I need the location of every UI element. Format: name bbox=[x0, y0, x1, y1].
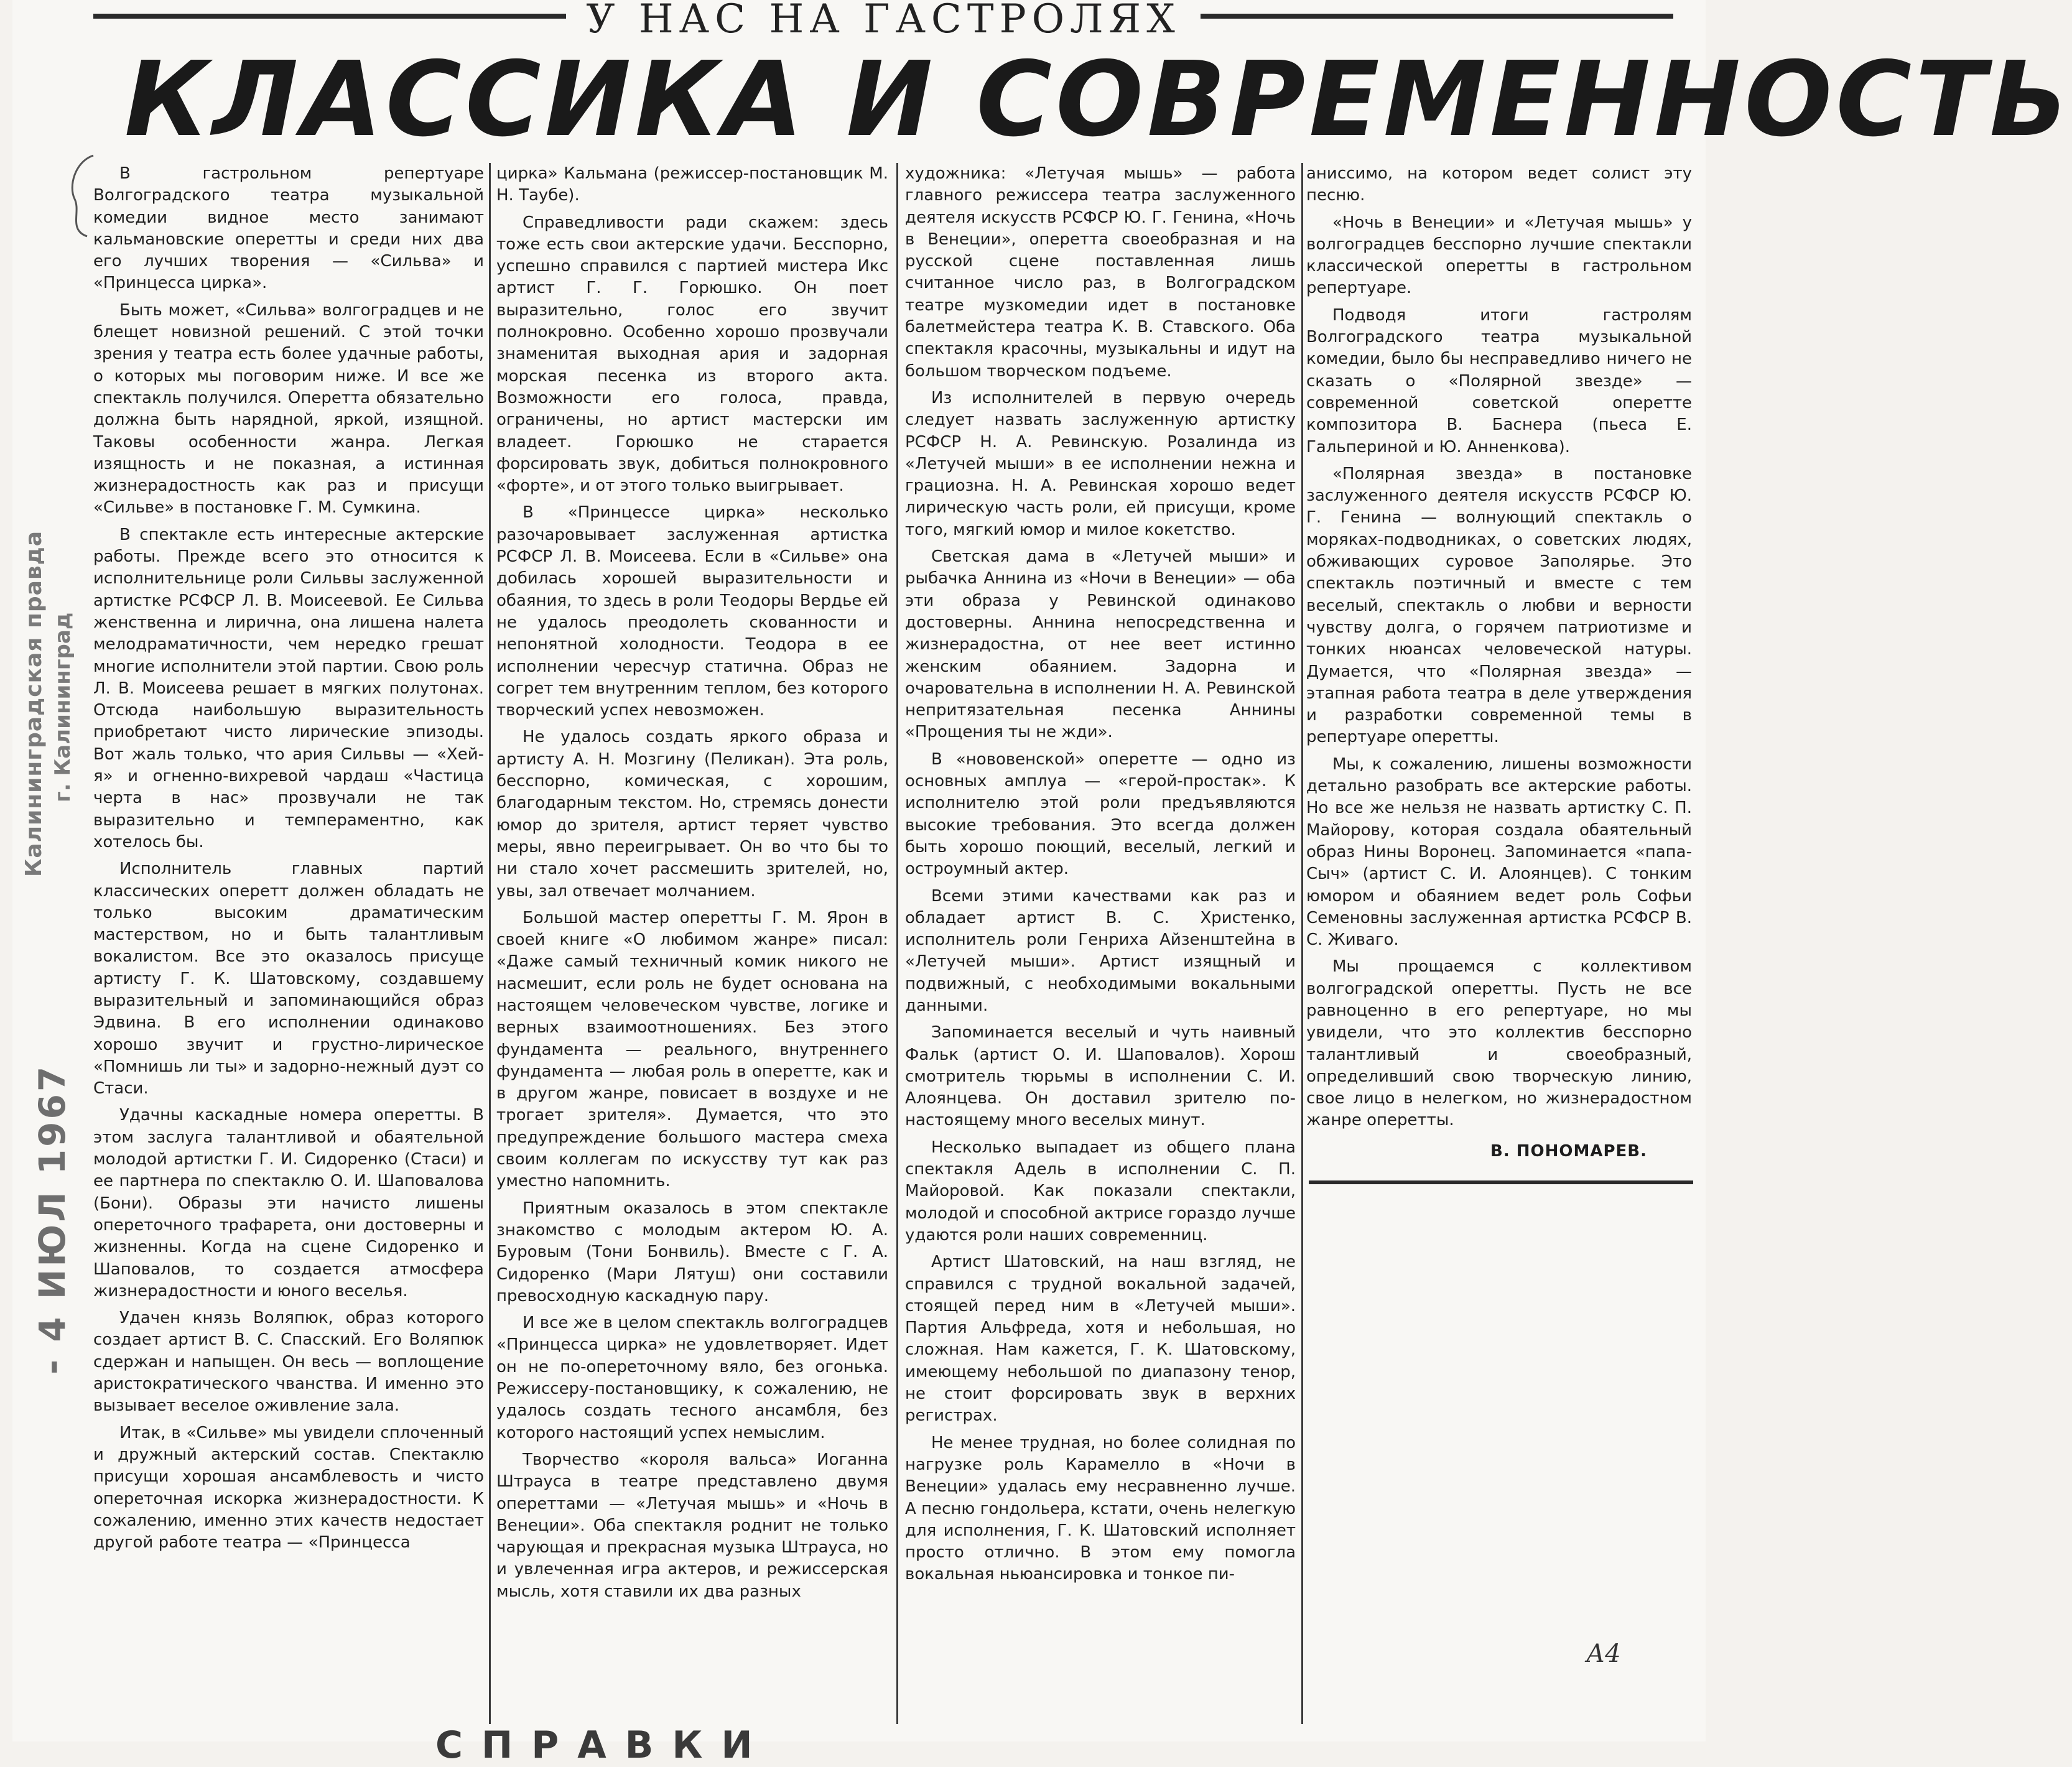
column-1-paragraph: Удачен князь Воляпюк, образ которого создает артист В. С. Спасский. Его Воляпюк сдержан и напыщен. Он весь — воплощение аристократического чванства. И именно это вызывает веселое оживление зала. bbox=[93, 1309, 484, 1416]
column-3-paragraph: художника: «Летучая мышь» — работа главного режиссера театра заслуженного деятеля искусств РСФСР Ю. Г. Генина, «Ночь в Венеции», оперетта своеобразная и на русской сцене поставленная лишь считанное число раз, в Волгоградском театре музкомедии идет в постановке балетмейстера театра К. В. Ставского. Оба спектакля красочны, музыкальны и идут на большом творческом подъеме. bbox=[905, 164, 1296, 381]
column-2-paragraph: В «Принцессе цирка» несколько разочаровывает заслуженная артистка РСФСР Л. В. Моисеева. Если в «Сильве» она добилась хорошей выразительности и обаяния, то здесь в роли Теодоры Вердье ей не удалось преодолеть скованности и непонятной холодности. Теодора в ее исполнении чересчур статична. Образ не согрет тем внутренним теплом, без которого творческий успех невозможен. bbox=[496, 503, 888, 720]
column-1-paragraph: Итак, в «Сильве» мы увидели сплоченный и дружный актерский состав. Спектаклю присущи хорошая ансамблевость и чисто опереточная искорка жизнерадостности. К сожалению, именно этих качеств недостает другой работе театра — «Принцесса bbox=[93, 1423, 484, 1552]
article-column-2 bbox=[496, 163, 888, 1608]
article-column-3 bbox=[905, 163, 1296, 1591]
column-4-paragraph: Мы, к сожалению, лишены возможности детально разобрать все актерские работы. Но все же нельзя не назвать артистку С. П. Майорову, которая создала обаятельный образ Нины Воронец. Запоминается «папа-Сыч» (артист С. И. Алоянцев). С тонким юмором и обаянием ведет роль Софьи Семеновны заслуженная артистка РСФСР В. С. Живаго. bbox=[1306, 754, 1692, 950]
article-column-1 bbox=[93, 163, 484, 1559]
column-3-paragraph: Светская дама в «Летучей мыши» и рыбачка Аннина из «Ночи в Венеции» — оба эти образа у Ревинской одинаково достоверны. Аннина непосредственна и жизнерадостна, от нее веет истинно женским обаянием. Задорна и очаровательна в исполнении Н. А. Ревинской непритязательная песенка Аннины «Прощения ты не жди». bbox=[905, 547, 1296, 742]
rubric-title: У НАС НА ГАСТРОЛЯХ bbox=[586, 0, 1181, 42]
article-column-4 bbox=[1306, 163, 1692, 1137]
column-4-paragraph: Подводя итоги гастролям Волгоградского театра музыкальной комедии, было бы несправедливо ничего не сказать о «Полярной звезде» — современной советской оперетте композитора В. Баснера (пьеса Е. Гальпериной и Ю. Анненкова). bbox=[1306, 305, 1692, 457]
column-1-paragraph: В спектакле есть интересные актерские работы. Прежде всего это относится к исполнительнице роли Сильвы заслуженной артистке РСФСР Л. В. Моисеевой. Ее Сильва женственна и лирична, она лишена налета мелодраматичности, чем нередко грешат многие исполнители этой партии. Свою роль Л. В. Моисеева решает в мягких полутонах. Отсюда наибольшую выразительность приобретают чисто лирические эпизоды. Вот жаль только, что ария Сильвы — «Хей-я» и огненно-вихревой чардаш «Частица черта в нас» прозвучали не так выразительно и темпераментно, как хотелось бы. bbox=[93, 525, 484, 851]
column-1-paragraph: Быть может, «Сильва» волгоградцев и не блещет новизной решений. С этой точки зрения у театра есть более удачные работы, о которых мы поговорим ниже. И все же спектакль получился. Оперетта обязательно должна быть нарядной, яркой, изящной. Таковы особенности жанра. Легкая изящность и не показная, а истинная жизнерадостность как раз и присущи «Сильве» в постановке Г. М. Сумкина. bbox=[93, 300, 484, 517]
column-divider bbox=[896, 163, 898, 1724]
column-1-paragraph: Удачны каскадные номера оперетты. В этом заслуга талантливой и обаятельной молодой артистки Г. И. Сидоренко (Стаси) и ее партнера по спектаклю О. И. Шаповалова (Бони). Образы эти начисто лишены опереточного трафарета, они достоверны и жизненны. Когда на сцене Сидоренко и Шаповалов, то создается атмосфера жизнерадостности и юного веселья. bbox=[93, 1106, 484, 1301]
column-2-paragraph: Творчество «короля вальса» Иоганна Штрауса в театре представлено двумя опереттами — «Летучая мышь» и «Ночь в Венеции». Оба спектакля роднит не только чарующая и прекрасная музыка Штрауса, но и увлеченная игра актеров, и режиссерская мысль, хотя ставили их два разных bbox=[496, 1450, 888, 1601]
handwritten-page-ref: А4 bbox=[1586, 1639, 1621, 1668]
stamp-city: г. Калининград bbox=[50, 612, 75, 802]
column-4-paragraph: «Ночь в Венеции» и «Летучая мышь» у волгоградцев бесспорно лучшие спектакли классической оперетты в гастрольном репертуаре. bbox=[1306, 213, 1692, 298]
column-3-paragraph: Несколько выпадает из общего плана спектакля Адель в исполнении С. П. Майоровой. Как показали спектакли, молодой и способной актрисе гораздо лучше удаются роли наших современниц. bbox=[905, 1138, 1296, 1245]
rubric-rule-left bbox=[93, 14, 566, 19]
column-3-paragraph: Запоминается веселый и чуть наивный Фальк (артист О. И. Шаповалов). Хорош смотритель тюрьмы в исполнении С. И. Алоянцева. Он доставил зрителю по-настоящему много веселых минут. bbox=[905, 1023, 1296, 1130]
column-3-paragraph: Не менее трудная, но более солидная по нагрузке роль Карамелло в «Ночи в Венеции» удалась ему несравненно лучше. А песню гондольера, кстати, очень нелегкую для исполнения, Г. К. Шатовский исполняет просто отлично. В этом ему помогла вокальная ньюансировка и тонкое пи- bbox=[905, 1433, 1296, 1584]
cropped-headline-text: СПРАВКИ bbox=[435, 1723, 771, 1767]
column-2-paragraph: Не удалось создать яркого образа и артисту А. Н. Мозгину (Пеликан). Эта роль, бесспорно, комическая, с хорошим, благодарным текстом. Но, стремясь донести юмор до зрителя, артист теряет чувство меры, явно переигрывает. Он во что бы то ни стало хочет рассмешить зрителей, но, увы, зал отвечает молчанием. bbox=[496, 728, 888, 901]
cropped-next-headline bbox=[435, 1723, 995, 1767]
column-4-paragraph: аниссимо, на котором ведет солист эту песню. bbox=[1306, 164, 1692, 205]
publication-stamp bbox=[21, 155, 75, 877]
column-3-paragraph: Из исполнителей в первую очередь следует назвать заслуженную артистку РСФСР Н. А. Ревинскую. Розалинда из «Летучей мыши» в ее исполнении нежна и грациозна. Н. А. Ревинская хорошо ведет лирическую часть роли, ей присущи, кроме того, мягкий юмор и милое кокетство. bbox=[905, 388, 1296, 539]
article-headline: КЛАССИКА И СОВРЕМЕННОСТЬ bbox=[124, 40, 2072, 160]
section-rubric bbox=[93, 0, 1673, 41]
author-byline: В. ПОНОМАРЕВ. bbox=[1490, 1142, 1647, 1161]
column-3-paragraph: Всеми этими качествами как раз и обладает артист В. С. Христенко, исполнитель роли Генриха Айзенштейна в «Летучей мыши». Артист изящный и подвижный, с необходимыми вокальными данными. bbox=[905, 886, 1296, 1015]
column-2-paragraph: Справедливости ради скажем: здесь тоже есть свои актерские удачи. Бесспорно, успешно справился с партией мистера Икс артист Г. Г. Горюшко. Он поет выразительно, голос его звучит полнокровно. Особенно хорошо прозвучали знаменитая выходная ария и задорная морская песенка из второго акта. Возможности его голоса, правда, ограничены, но артист мастерски им владеет. Горюшко не старается форсировать звук, добиться полнокровного «форте», и от этого только выигрывает. bbox=[496, 213, 888, 496]
column-divider bbox=[1301, 163, 1303, 1724]
stamp-publication: Калининградская правда bbox=[21, 530, 47, 877]
column-4-paragraph: Мы прощаемся с коллективом волгоградской оперетты. Пусть не все равноценно в его репертуаре, но мы увидели, что это коллектив бесспорно талантливый и своеобразный, определивший свою творческую линию, свое лицо в нелегком, но жизнерадостном жанре оперетты. bbox=[1306, 957, 1692, 1130]
column-3-paragraph: В «нововенской» оперетте — одно из основных амплуа — «герой-простак». К исполнителю этой роли предъявляются высокие требования. Это всегда должен быть хорошо поющий, веселый, легкий и остроумный актер. bbox=[905, 749, 1296, 879]
column-2-paragraph: Приятным оказалось в этом спектакле знакомство с молодым актером Ю. А. Буровым (Тони Бонвиль). Вместе с Г. А. Сидоренко (Мари Лятуш) они составили превосходную каскадную пару. bbox=[496, 1199, 888, 1306]
column-1-paragraph: Исполнитель главных партий классических оперетт должен обладать не только высоким драматическим мастерством, но и быть талантливым вокалистом. Все это оказалось присуще артисту Г. К. Шатовскому, создавшему выразительный и запоминающийся образ Эдвина. В его исполнении одинаково хорошо звучит и грустно-лирическое «Помнишь ли ты» и задорно-нежный дуэт со Стаси. bbox=[93, 860, 484, 1098]
rubric-rule-right bbox=[1201, 14, 1673, 19]
column-2-paragraph: Большой мастер оперетты Г. М. Ярон в своей книге «О любимом жанре» писал: «Даже самый техничный комик никого не насмешит, если роль не будет основана на настоящем человеческом чувстве, логике и верных взаимоотношениях. Без этого фундамента — реального, внутреннего фундамента — любая роль в оперетте, как и в другом жанре, повисает в воздухе и не трогает зрителя». Думается, что это предупреждение большого мастера смеха своим коллегам по искусству тут как раз уместно напомнить. bbox=[496, 908, 888, 1191]
column-2-paragraph: цирка» Кальмана (режиссер-постановщик М. Н. Таубе). bbox=[496, 164, 888, 205]
column-4-paragraph: «Полярная звезда» в постановке заслуженного деятеля искусств РСФСР Ю. Г. Генина — волнующий спектакль о моряках-подводниках, о советских людях, обживающих суровое Заполярье. Это спектакль поэтичный и вместе с тем веселый, спектакль о любви и верности чувству долга, о горячем патриотизме и тонких нюансах человеческой натуры. Думается, что «Полярная звезда» — этапная работа театра в деле утверждения и разработки современной темы в репертуаре оперетты. bbox=[1306, 464, 1692, 747]
column-1-paragraph: В гастрольном репертуаре Волгоградского театра музыкальной комедии видное место занимают кальмановские оперетты и среди них два его лучших творения — «Сильва» и «Принцесса цирка». bbox=[93, 164, 484, 293]
column-2-paragraph: И все же в целом спектакль волгоградцев «Принцесса цирка» не удовлетворяет. Идет он не по-опереточному вяло, без огонька. Режиссеру-постановщику, к сожалению, не удалось создать тесного ансамбля, без которого настоящий успех немыслим. bbox=[496, 1314, 888, 1442]
column-divider bbox=[489, 163, 491, 1724]
article-end-rule bbox=[1309, 1180, 1693, 1184]
column-3-paragraph: Артист Шатовский, на наш взгляд, не справился с трудной вокальной задачей, стоящей перед ним в «Летучей мыши». Партия Альфреда, хотя и небольшая, но сложная. Нам кажется, Г. К. Шатовскому, имеющему небольшой по диапазону тенор, не стоит форсировать звук в верхних регистрах. bbox=[905, 1253, 1296, 1426]
stamp-date: - 4 ИЮЛ 1967 bbox=[31, 1064, 73, 1375]
